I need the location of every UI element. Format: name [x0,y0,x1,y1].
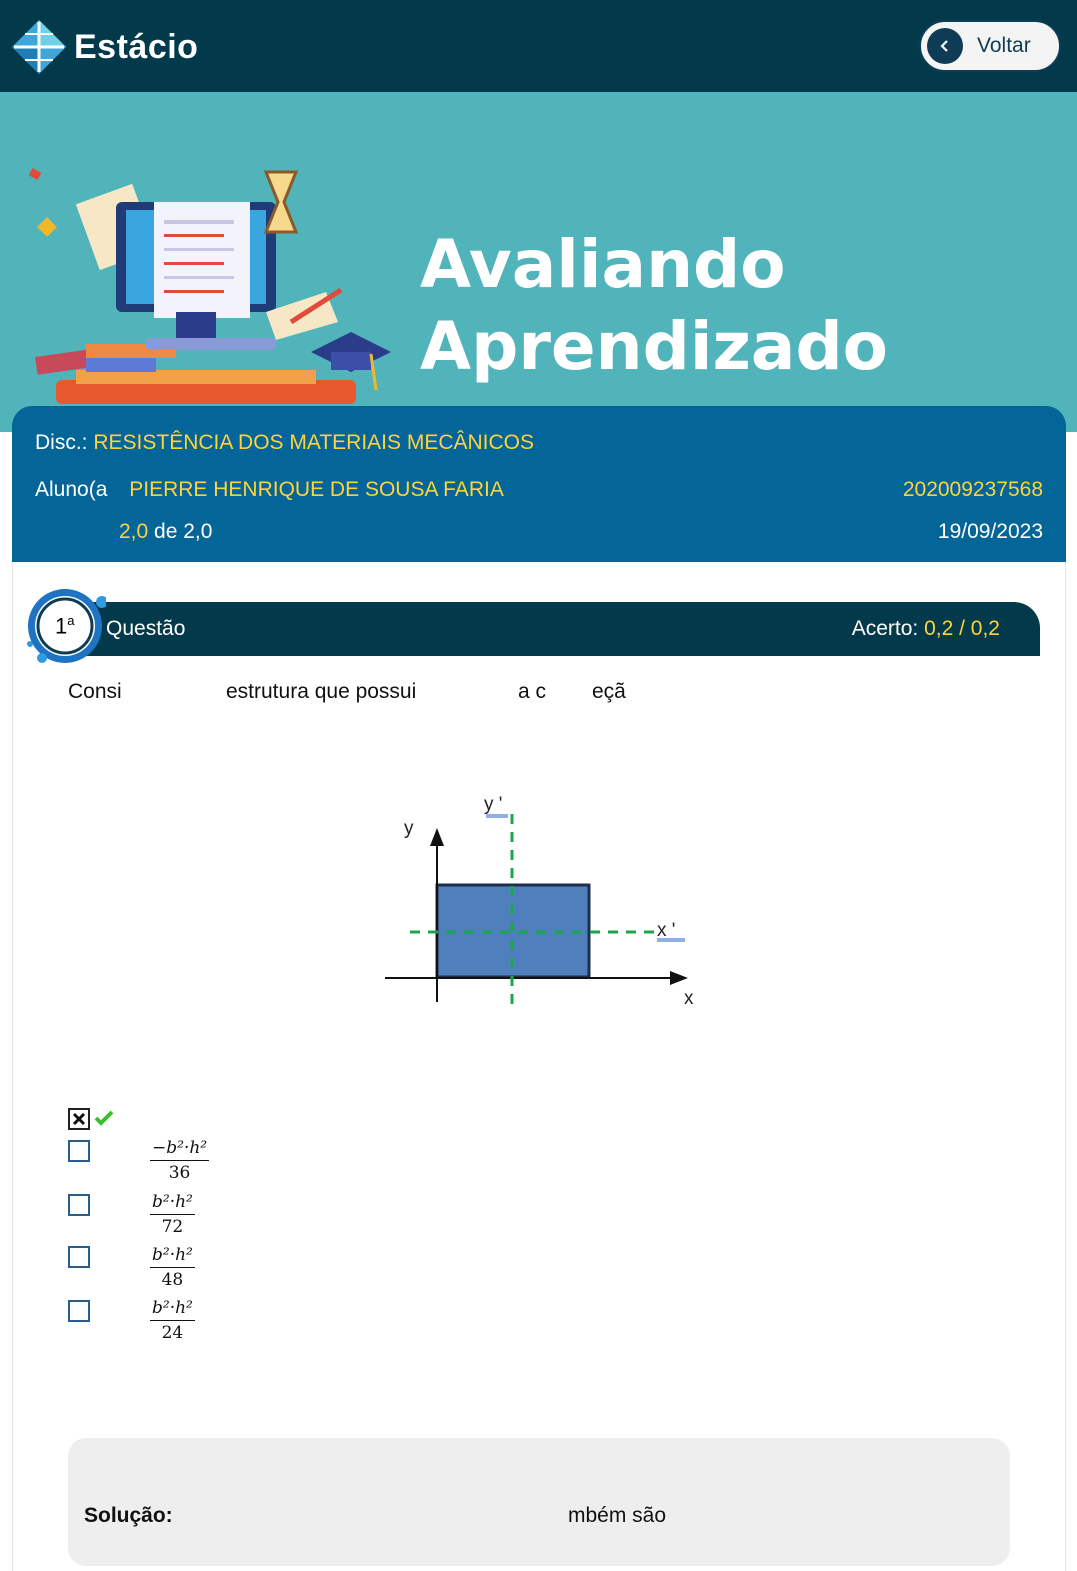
option-4-numerator: b²·h² [150,1298,195,1321]
back-button-label: Voltar [977,34,1031,57]
option-3-numerator: b²·h² [150,1245,195,1268]
option-2-numerator: b²·h² [150,1192,195,1215]
discipline-value: RESISTÊNCIA DOS MATERIAIS MECÂNICOS [93,431,535,454]
exam-date: 19/09/2023 [937,520,1043,543]
option-2-formula [150,1192,195,1237]
selected-answer-checkbox[interactable] [68,1108,90,1130]
question-content-area [12,562,1066,1571]
y-axis-arrow [430,828,444,846]
exam-info-panel [12,406,1066,562]
page-title-line-1: Avaliando [420,226,786,303]
option-4-denominator: 24 [161,1323,184,1343]
discipline-row [35,431,534,455]
option-3-formula [150,1245,195,1290]
y-axis-label: y [404,818,414,839]
acerto-value: 0,2 [924,617,954,640]
discipline-label: Disc.: [35,431,88,454]
correct-check-icon [94,1110,114,1126]
x-axis-label: x [684,988,694,1009]
student-label: Aluno(a [35,478,108,501]
option-4-formula [150,1298,195,1343]
brand-logo[interactable] [10,18,198,76]
question-number-value: 1 [55,613,68,639]
top-bar [0,0,1077,92]
option-4-checkbox[interactable] [68,1300,90,1322]
question-label: Questão [106,617,186,640]
score-row [119,520,212,544]
solution-box [68,1438,1010,1566]
option-1-checkbox[interactable] [68,1140,90,1162]
back-button[interactable] [919,20,1061,72]
option-2-checkbox[interactable] [68,1194,90,1216]
acerto-total: 0,2 [970,617,1000,640]
student-value: PIERRE HENRIQUE DE SOUSA FARIA [129,478,504,501]
y-prime-label: y ' [484,794,503,815]
hero-banner [0,92,1077,432]
x-mark-icon [70,1110,88,1128]
registration-number: 202009237568 [902,478,1043,501]
student-row [35,478,504,502]
option-3-denominator: 48 [161,1270,184,1290]
x-prime-label: x ' [657,920,676,941]
statement-fragment-2: estrutura que possui [226,680,417,703]
option-1-numerator: −b²·h² [150,1138,209,1161]
statement-fragment-1: Consi [68,680,122,703]
question-number [55,613,74,639]
option-1-denominator: 36 [168,1163,191,1183]
statement-fragment-4: eçã [592,680,626,703]
option-1-formula [150,1138,209,1183]
page-title-line-2: Aprendizado [420,308,889,385]
brand-name: Estácio [74,27,199,66]
option-3-checkbox[interactable] [68,1246,90,1268]
question-number-suffix: a [67,613,75,628]
option-2-denominator: 72 [161,1217,184,1237]
score-value: 2,0 [119,520,149,543]
question-score [852,617,1000,641]
page-title [420,224,888,388]
estacio-logo-icon [10,18,68,76]
exam-illustration-icon [26,162,396,422]
statement-fragment-3: a c [518,680,547,703]
x-axis-arrow [670,971,688,985]
score-suffix: de 2,0 [154,520,213,543]
acerto-separator: / [959,617,965,640]
cross-section-diagram [380,790,710,1020]
chevron-left-icon [927,28,963,64]
question-header-bar [56,602,1040,656]
solution-label: Solução: [84,1504,173,1527]
acerto-label: Acerto: [851,617,919,640]
solution-text: mbém são [568,1504,667,1527]
